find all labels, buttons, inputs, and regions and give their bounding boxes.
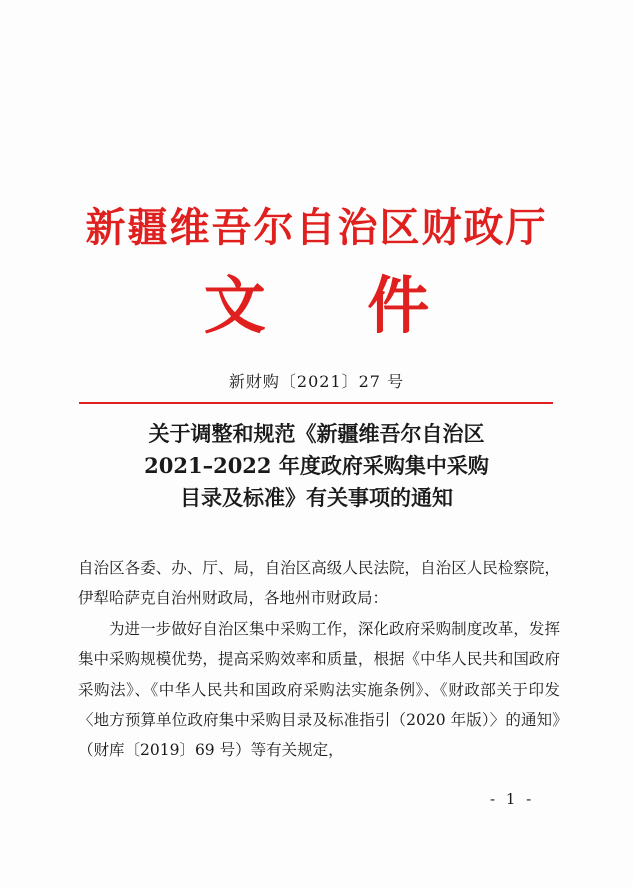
notice-title-line-1: 关于调整和规范《新疆维吾尔自治区 xyxy=(148,421,485,446)
addressees: 自治区各委、办、厅、局，自治区高级人民法院，自治区人民检察院，伊犁哈萨克自治州财政局，各地州市财政局： xyxy=(78,559,560,608)
issuing-authority-title: 新疆维吾尔自治区财政厅 xyxy=(85,204,548,251)
notice-title-line-2: 2021–2022 年度政府采购集中采购 xyxy=(144,453,489,478)
body-paragraph-1: 为进一步做好自治区集中采购工作，深化政府采购制度改革，发挥集中采购规模优势，提高采购效率和质量，根据《中华人民共和国政府采购法》、《中华人民共和国政府采购法实施条例》、《财政部关于印发〈地方预算单位政府集中采购目录及标准指引（2020 年版）〉的通知》（财库〔2019〕69 号）等有关规定， xyxy=(78,619,560,760)
notice-title xyxy=(60,418,573,514)
page-number: - 1 - xyxy=(490,790,535,808)
red-separator-line xyxy=(79,402,553,404)
document-number: 新财购〔2021〕27 号 xyxy=(228,372,405,391)
document-type-heading: 文 件 xyxy=(203,269,470,342)
body-text xyxy=(78,553,560,766)
notice-title-line-3: 目录及标准》有关事项的通知 xyxy=(180,485,453,510)
